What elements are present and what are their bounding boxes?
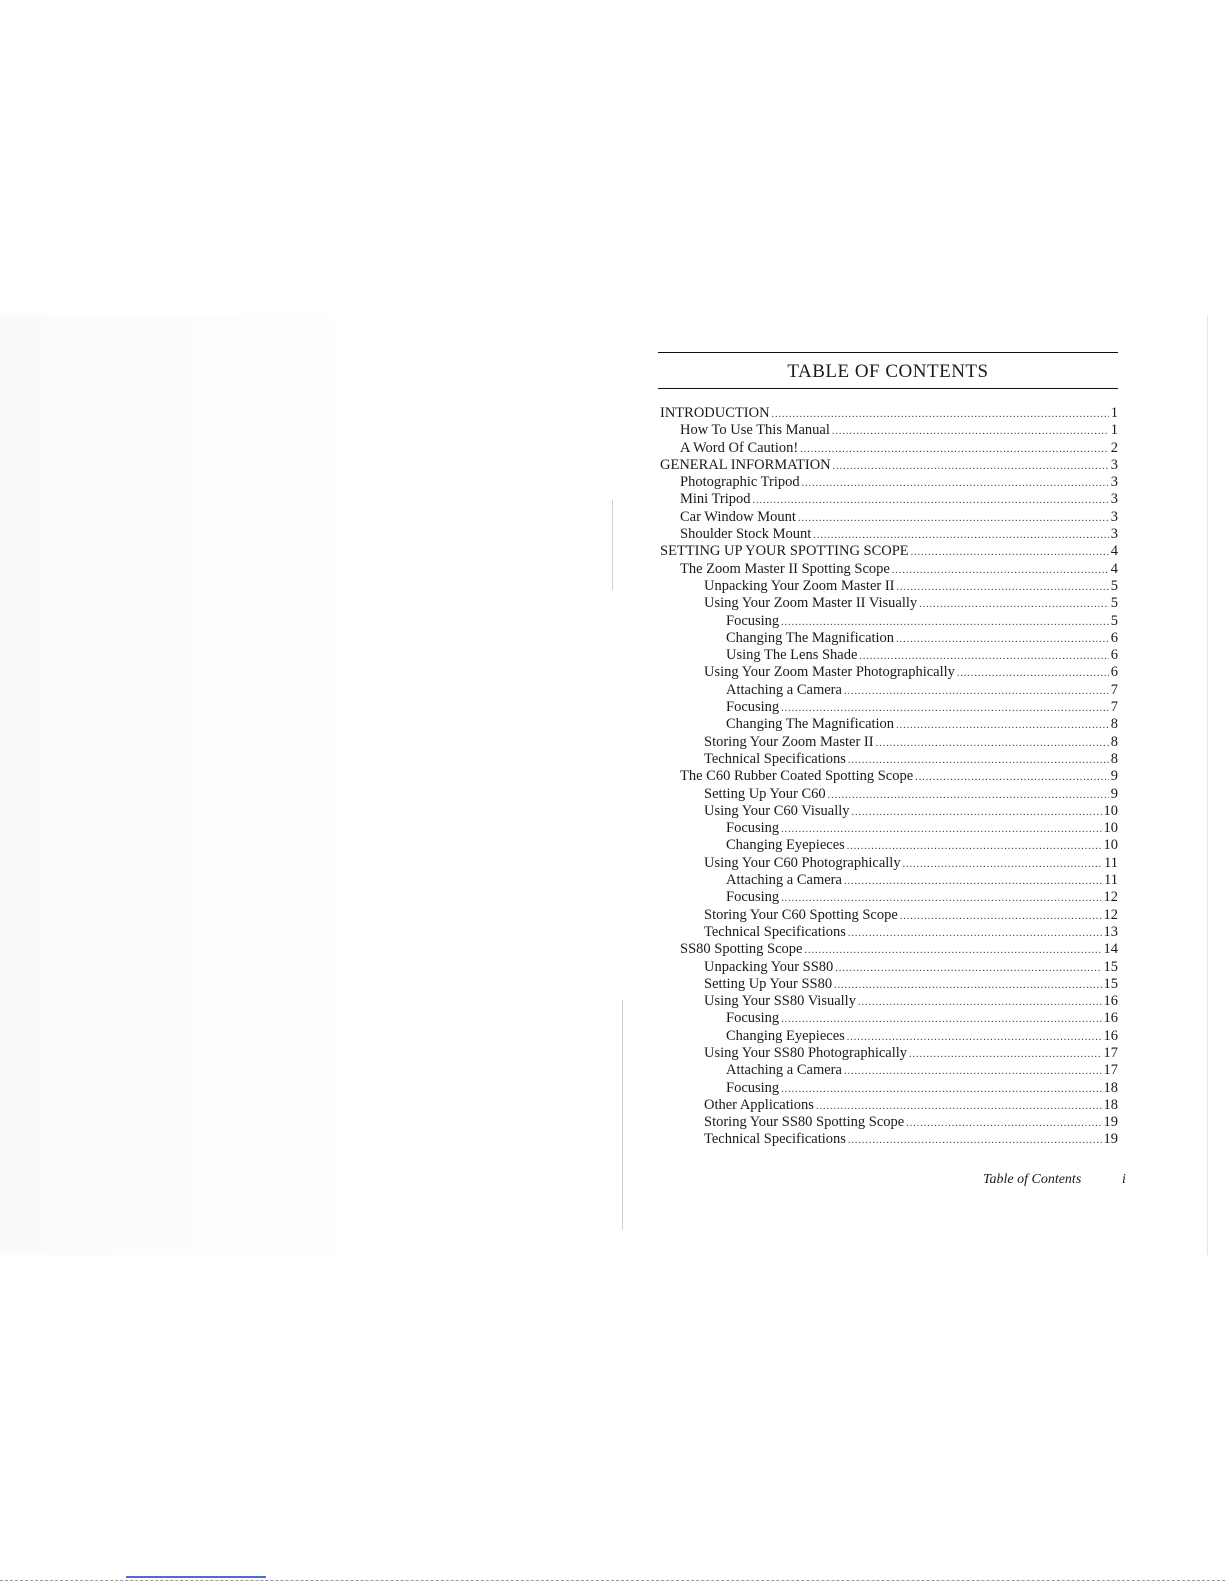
dot-leader	[848, 1132, 1102, 1149]
toc-entry-page-number: 5	[1110, 577, 1118, 594]
toc-entry-page-number: 9	[1110, 785, 1118, 802]
toc-entry[interactable]	[658, 561, 1118, 578]
toc-entry-title: Unpacking Your Zoom Master II	[704, 577, 895, 594]
toc-entry-page-number: 16	[1103, 1027, 1118, 1044]
toc-entry-page-number: 18	[1103, 1079, 1118, 1096]
toc-entry-title: Focusing	[726, 1079, 780, 1096]
dot-leader	[852, 804, 1102, 821]
toc-entry[interactable]	[658, 440, 1118, 457]
toc-entry[interactable]	[658, 768, 1118, 785]
page-title: TABLE OF CONTENTS	[787, 361, 989, 382]
toc-entry-title: Attaching a Camera	[726, 1062, 842, 1079]
toc-entry-title: Shoulder Stock Mount	[680, 526, 812, 543]
toc-entry-page-number: 1	[1110, 405, 1118, 421]
toc-entry[interactable]	[658, 941, 1118, 958]
toc-entry[interactable]	[658, 647, 1118, 664]
toc-entry[interactable]	[658, 924, 1118, 941]
toc-entry-title: Unpacking Your SS80	[704, 958, 834, 975]
toc-entry-title: Technical Specifications	[704, 923, 846, 940]
toc-entry-title: Changing Eyepieces	[726, 837, 845, 854]
dot-leader	[781, 700, 1109, 717]
toc-entry-page-number: 6	[1110, 647, 1118, 664]
toc-entry-title: SS80 Spotting Scope	[680, 941, 803, 958]
toc-entry[interactable]	[658, 786, 1118, 803]
toc-entry-title: Changing The Magnification	[726, 629, 895, 646]
dot-leader	[896, 631, 1109, 648]
dot-leader	[897, 579, 1109, 596]
toc-entry[interactable]	[658, 855, 1118, 872]
scan-selection-bar	[126, 1576, 266, 1578]
toc-entry-page-number: 7	[1110, 699, 1118, 716]
toc-entry-title: Technical Specifications	[704, 750, 846, 767]
toc-entry-title: GENERAL INFORMATION	[660, 456, 831, 473]
toc-entry-title: Using Your C60 Photographically	[704, 854, 901, 871]
toc-entry-page-number: 16	[1103, 1010, 1118, 1027]
toc-entry[interactable]	[658, 1045, 1118, 1062]
toc-entry-title: SETTING UP YOUR SPOTTING SCOPE	[660, 543, 909, 560]
toc-entry[interactable]	[658, 734, 1118, 751]
toc-entry-title: Setting Up Your C60	[704, 785, 826, 802]
toc-entry[interactable]	[658, 1114, 1118, 1131]
toc-entry-page-number: 4	[1110, 560, 1118, 577]
toc-entry-page-number: 3	[1110, 491, 1118, 508]
toc-entry-title: Focusing	[726, 889, 780, 906]
dot-leader	[835, 960, 1101, 977]
toc-entry-title: INTRODUCTION	[660, 405, 770, 421]
toc-entry-title: Using Your Zoom Master Photographically	[704, 664, 955, 681]
table-of-contents	[658, 350, 1118, 1200]
dot-leader	[753, 492, 1109, 509]
toc-entry-page-number: 3	[1110, 456, 1118, 473]
dot-leader	[834, 977, 1101, 994]
dot-leader	[798, 510, 1109, 527]
toc-entry[interactable]	[658, 491, 1118, 508]
title-underline-rule	[658, 388, 1118, 389]
toc-entry[interactable]	[658, 907, 1118, 924]
toc-entry-title: Setting Up Your SS80	[704, 975, 833, 992]
toc-entry[interactable]	[658, 630, 1118, 647]
toc-entry-page-number: 13	[1103, 923, 1118, 940]
toc-entry-title: Attaching a Camera	[726, 681, 842, 698]
dot-leader	[876, 735, 1109, 752]
toc-entry[interactable]	[658, 993, 1118, 1010]
dot-leader	[909, 1046, 1101, 1063]
dot-leader	[847, 1029, 1102, 1046]
toc-entry-page-number: 14	[1103, 941, 1118, 958]
dot-leader	[903, 856, 1102, 873]
dot-leader	[906, 1115, 1101, 1132]
dot-leader	[802, 475, 1109, 492]
dot-leader	[828, 787, 1109, 804]
dot-leader	[813, 527, 1108, 544]
toc-entry-page-number: 10	[1103, 802, 1118, 819]
dot-leader	[772, 406, 1109, 423]
toc-entry[interactable]	[658, 526, 1118, 543]
toc-entry-page-number: 9	[1110, 768, 1118, 785]
toc-entry-title: Focusing	[726, 612, 780, 629]
dot-leader	[833, 458, 1109, 475]
toc-entry[interactable]	[658, 422, 1118, 439]
toc-entry-title: Using Your Zoom Master II Visually	[704, 595, 918, 612]
dot-leader	[847, 838, 1102, 855]
toc-entry-page-number: 19	[1103, 1131, 1118, 1148]
dot-leader	[848, 752, 1109, 769]
toc-entry[interactable]	[658, 1131, 1118, 1148]
toc-entry-title: Changing The Magnification	[726, 716, 895, 733]
dot-leader	[858, 994, 1102, 1011]
dot-leader	[816, 1098, 1102, 1115]
footer-page-number: i	[1122, 1172, 1126, 1187]
dot-leader	[896, 717, 1109, 734]
toc-entry[interactable]	[658, 543, 1118, 560]
toc-entry-title: Storing Your C60 Spotting Scope	[704, 906, 898, 923]
toc-entry[interactable]	[658, 664, 1118, 681]
toc-entry-title: Technical Specifications	[704, 1131, 846, 1148]
dot-leader	[844, 1063, 1102, 1080]
toc-entry-page-number: 3	[1110, 508, 1118, 525]
dot-leader	[844, 873, 1102, 890]
toc-entry-page-number: 15	[1103, 958, 1118, 975]
toc-entry-title: Storing Your SS80 Spotting Scope	[704, 1114, 905, 1131]
toc-entry-page-number: 3	[1110, 526, 1118, 543]
toc-entry-title: Using The Lens Shade	[726, 647, 858, 664]
toc-entry[interactable]	[658, 872, 1118, 889]
toc-entry-page-number: 8	[1110, 750, 1118, 767]
toc-entry[interactable]	[658, 1010, 1118, 1027]
dot-leader	[800, 441, 1109, 458]
toc-entry-title: The C60 Rubber Coated Spotting Scope	[680, 768, 914, 785]
toc-entry-title: Other Applications	[704, 1096, 814, 1113]
toc-entry-title: Using Your SS80 Visually	[704, 993, 856, 1010]
toc-entry[interactable]	[658, 682, 1118, 699]
toc-entry-page-number: 15	[1103, 975, 1118, 992]
toc-entry-page-number: 3	[1110, 474, 1118, 491]
dot-leader	[848, 925, 1102, 942]
toc-entry-title: Storing Your Zoom Master II	[704, 733, 874, 750]
dot-leader	[781, 614, 1109, 631]
toc-entry-title: Mini Tripod	[680, 491, 751, 508]
toc-entry[interactable]	[658, 1097, 1118, 1114]
toc-entry-page-number: 8	[1110, 716, 1118, 733]
page-bottom-border	[0, 1580, 1225, 1581]
toc-entry[interactable]	[658, 751, 1118, 768]
toc-entry-title: Using Your SS80 Photographically	[704, 1044, 908, 1061]
dot-leader	[915, 769, 1109, 786]
dot-leader	[957, 665, 1109, 682]
toc-entry-page-number: 10	[1103, 837, 1118, 854]
toc-entry-page-number: 6	[1110, 629, 1118, 646]
dot-leader	[919, 596, 1109, 613]
toc-entry-title: The Zoom Master II Spotting Scope	[680, 560, 890, 577]
toc-entry[interactable]	[658, 1080, 1118, 1097]
dot-leader	[844, 683, 1109, 700]
toc-entry[interactable]	[658, 595, 1118, 612]
toc-entry-page-number: 19	[1103, 1114, 1118, 1131]
toc-entry[interactable]	[658, 889, 1118, 906]
toc-entry-title: Car Window Mount	[680, 508, 796, 525]
toc-entry[interactable]	[658, 837, 1118, 854]
toc-entry-page-number: 2	[1110, 439, 1118, 456]
toc-entry-page-number: 18	[1103, 1096, 1118, 1113]
toc-entry[interactable]	[658, 613, 1118, 630]
toc-entry-page-number: 17	[1103, 1062, 1118, 1079]
toc-entry[interactable]	[658, 578, 1118, 595]
toc-entry-page-number: 16	[1103, 993, 1118, 1010]
toc-entry[interactable]	[658, 699, 1118, 716]
toc-entry[interactable]	[658, 976, 1118, 993]
toc-entry-page-number: 10	[1103, 820, 1118, 837]
toc-entry[interactable]	[658, 820, 1118, 837]
page-fold-line	[612, 500, 613, 590]
toc-entry-page-number: 8	[1110, 733, 1118, 750]
toc-entry[interactable]	[658, 1028, 1118, 1045]
toc-entry[interactable]	[658, 716, 1118, 733]
dot-leader	[892, 562, 1109, 579]
toc-entry-page-number: 11	[1104, 854, 1118, 871]
top-rule	[658, 352, 1118, 353]
footer-section-label: Table of Contents	[983, 1172, 1082, 1187]
toc-entry-page-number: 5	[1110, 612, 1118, 629]
toc-entry[interactable]	[658, 509, 1118, 526]
dot-leader	[781, 1011, 1101, 1028]
dot-leader	[781, 1081, 1101, 1098]
toc-entry-title: Focusing	[726, 820, 780, 837]
toc-entry[interactable]	[658, 474, 1118, 491]
page-fold-line	[622, 1000, 623, 1230]
dot-leader	[832, 423, 1109, 440]
toc-entry-title: Attaching a Camera	[726, 872, 842, 889]
toc-entry-page-number: 17	[1103, 1044, 1118, 1061]
toc-entry-title: How To Use This Manual	[680, 422, 830, 439]
toc-entry-title: Focusing	[726, 699, 780, 716]
dot-leader	[804, 942, 1101, 959]
toc-entry-page-number: 11	[1104, 872, 1118, 889]
dot-leader	[781, 890, 1101, 907]
toc-entry[interactable]	[658, 803, 1118, 820]
toc-list	[658, 405, 1118, 1149]
toc-entry-title: A Word Of Caution!	[680, 439, 799, 456]
toc-entry-title: Focusing	[726, 1010, 780, 1027]
toc-entry[interactable]	[658, 959, 1118, 976]
dot-leader	[911, 544, 1109, 561]
page-edge-line	[1207, 315, 1208, 1255]
toc-entry[interactable]	[658, 405, 1118, 422]
toc-entry[interactable]	[658, 457, 1118, 474]
dot-leader	[900, 908, 1102, 925]
toc-entry-page-number: 4	[1110, 543, 1118, 560]
toc-entry-page-number: 5	[1110, 595, 1118, 612]
toc-entry-page-number: 12	[1103, 906, 1118, 923]
toc-entry-title: Changing Eyepieces	[726, 1027, 845, 1044]
toc-entry-page-number: 1	[1110, 422, 1118, 439]
toc-entry-page-number: 7	[1110, 681, 1118, 698]
toc-entry-page-number: 12	[1103, 889, 1118, 906]
dot-leader	[781, 821, 1101, 838]
toc-entry-page-number: 6	[1110, 664, 1118, 681]
toc-entry-title: Using Your C60 Visually	[704, 802, 850, 819]
toc-entry-title: Photographic Tripod	[680, 474, 800, 491]
toc-entry[interactable]	[658, 1062, 1118, 1079]
dot-leader	[859, 648, 1108, 665]
